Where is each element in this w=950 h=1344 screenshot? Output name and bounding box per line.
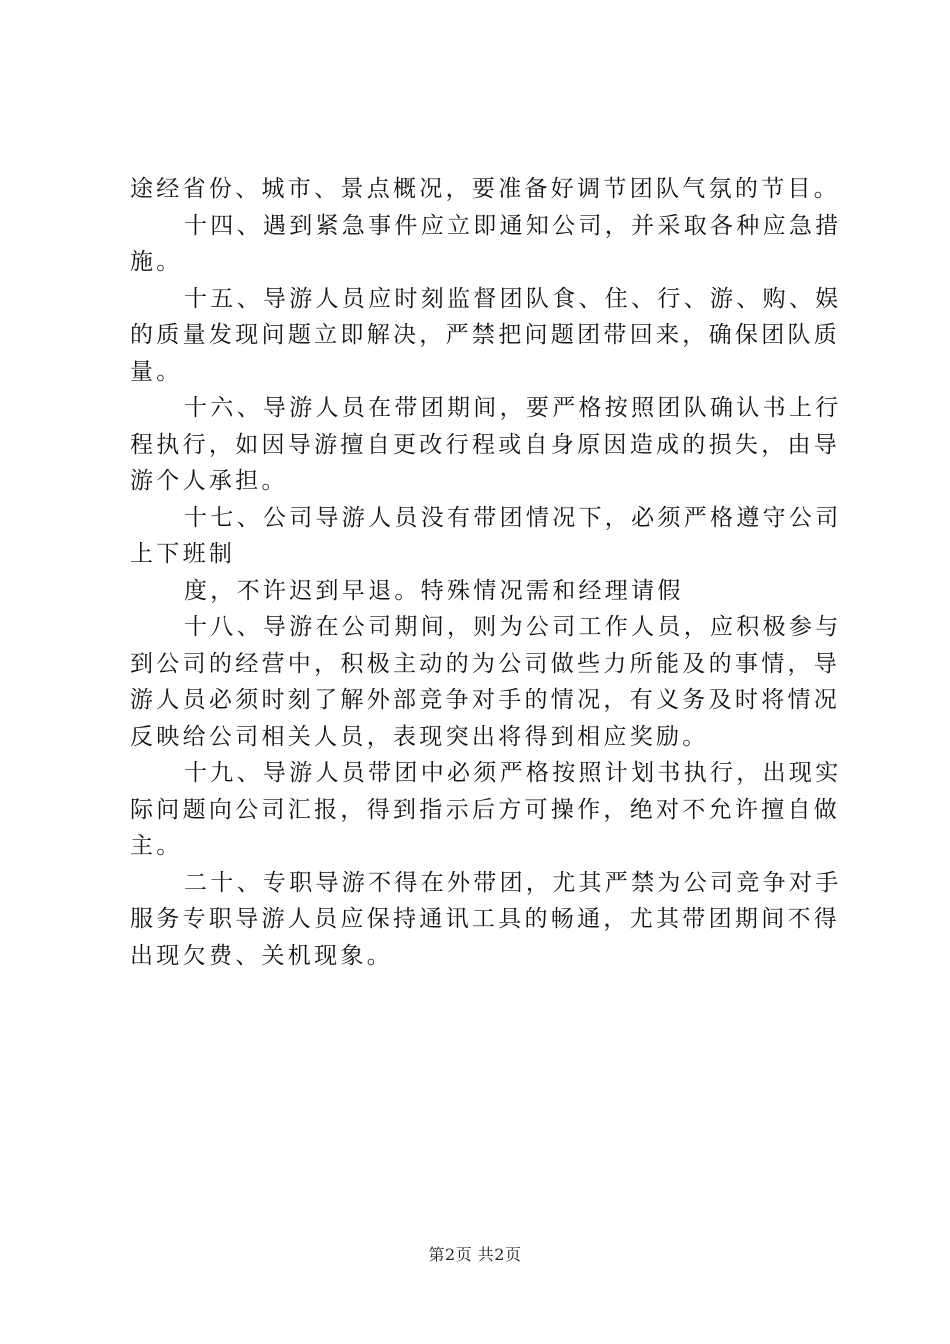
document-body [130, 171, 842, 974]
text-line: 量。 [130, 358, 183, 385]
text-line: 施。 [130, 249, 183, 275]
text-line: 反映给公司相关人员，表现突出将得到相应奖励。 [130, 723, 709, 750]
text-line: 到公司的经营中，积极主动的为公司做些力所能及的事情，导 [130, 650, 841, 677]
text-line: 际问题向公司汇报，得到指示后方可操作，绝对不允许擅自做 [130, 796, 841, 823]
text-line: 十四、遇到紧急事件应立即通知公司，并采取各种应急措 [184, 212, 842, 239]
text-line: 十九、导游人员带团中必须严格按照计划书执行，出现实 [184, 760, 842, 786]
text-line: 度，不许迟到早退。特殊情况需和经理请假 [184, 577, 684, 604]
text-line: 游人员必须时刻了解外部竞争对手的情况，有义务及时将情况 [130, 687, 841, 713]
text-line: 十八、导游在公司期间，则为公司工作人员，应积极参与 [184, 614, 842, 640]
text-line: 二十、专职导游不得在外带团，尤其严禁为公司竞争对手 [184, 869, 842, 896]
text-line: 游个人承担。 [130, 468, 288, 494]
text-line: 途经省份、城市、景点概况，要准备好调节团队气氛的节目。 [130, 176, 841, 202]
text-line: 的质量发现问题立即解决，严禁把问题团带回来，确保团队质 [130, 322, 841, 348]
text-line: 主。 [130, 833, 183, 859]
text-line: 服务专职导游人员应保持通讯工具的畅通，尤其带团期间不得 [130, 906, 841, 932]
text-line: 十六、导游人员在带团期间，要严格按照团队确认书上行 [184, 395, 842, 421]
text-line: 十七、公司导游人员没有带团情况下，必须严格遵守公司 [184, 504, 842, 531]
text-line: 程执行，如因导游擅自更改行程或自身原因造成的损失，由导 [130, 431, 841, 458]
text-line: 上下班制 [130, 541, 236, 567]
page-footer: 第2页 共2页 [428, 1245, 522, 1264]
text-line: 出现欠费、关机现象。 [130, 942, 393, 969]
text-line: 十五、导游人员应时刻监督团队食、住、行、游、购、娱 [184, 285, 842, 312]
